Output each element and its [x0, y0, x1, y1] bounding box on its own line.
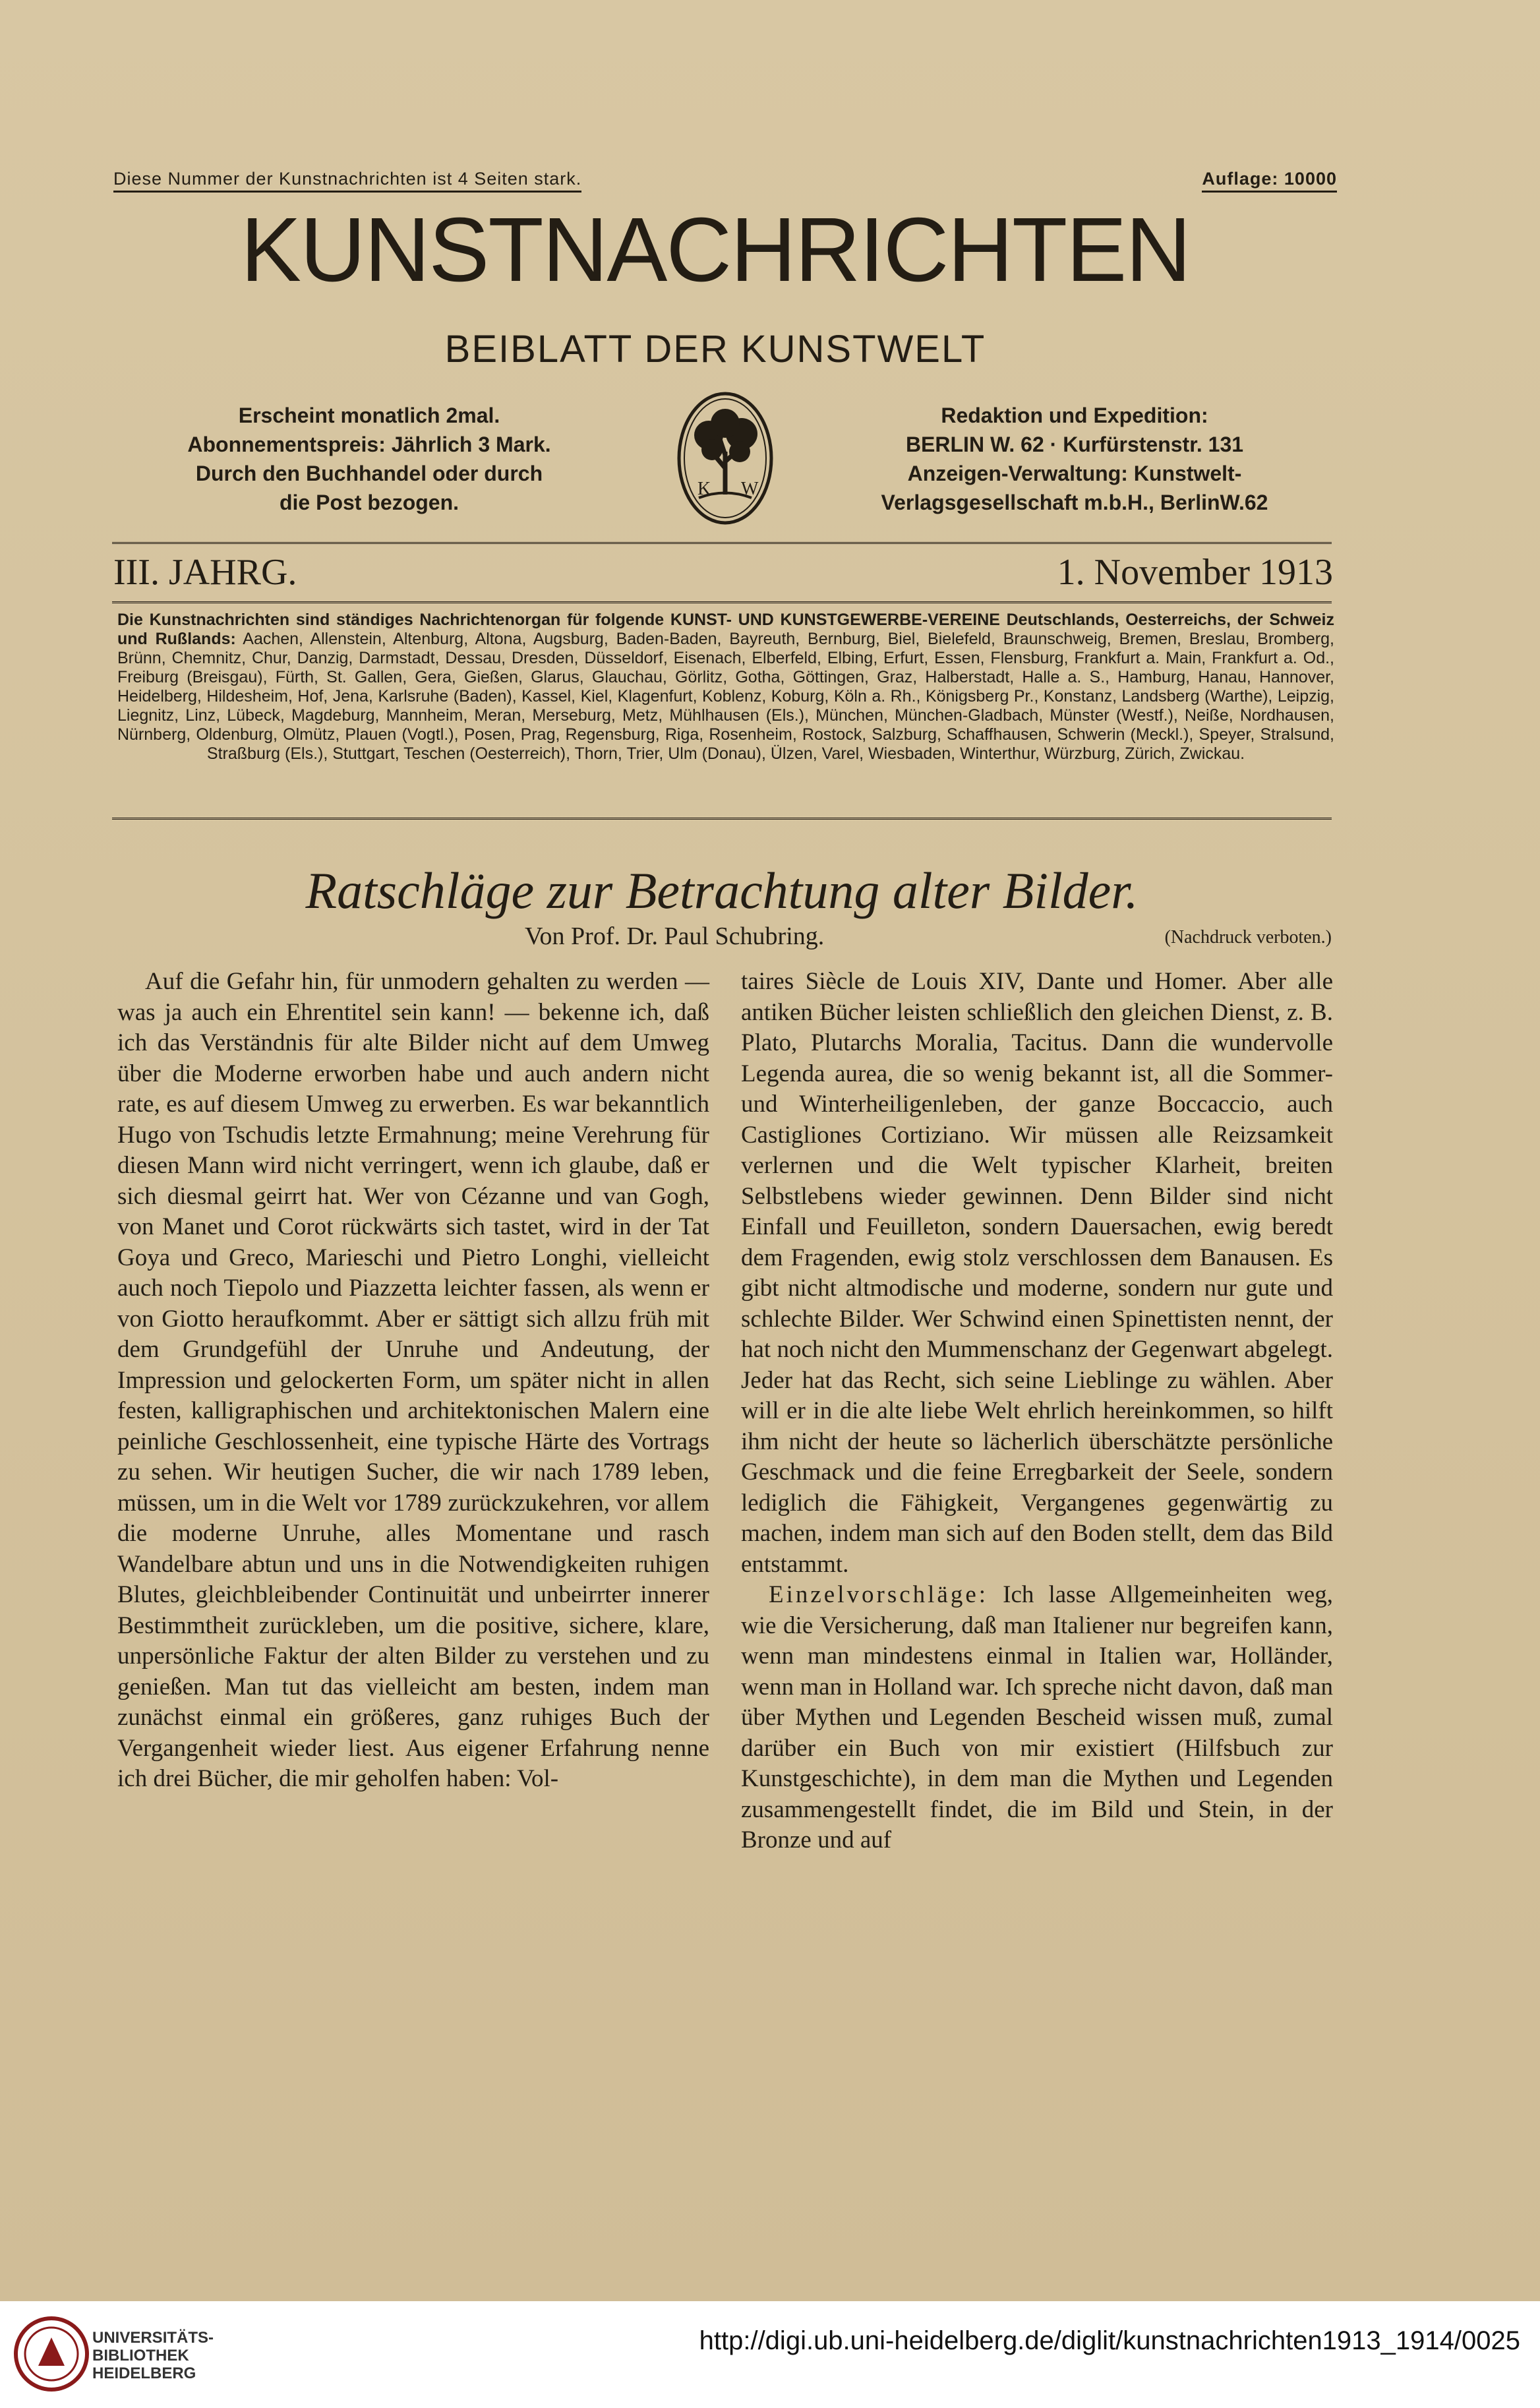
copyright-note: (Nachdruck verboten.): [1164, 927, 1332, 948]
library-line: BIBLIOTHEK: [92, 2347, 189, 2364]
university-seal-icon: [12, 2314, 91, 2393]
info-line: Anzeigen-Verwaltung: Kunstwelt-: [907, 462, 1242, 485]
masthead-subtitle: BEIBLATT DER KUNSTWELT: [444, 328, 986, 371]
divider-rule: [112, 542, 1332, 547]
issue-line: [113, 551, 1333, 597]
info-line: Abonnementspreis: Jährlich 3 Mark.: [187, 433, 551, 456]
article-paragraph: taires Siècle de Louis XIV, Dante und Homer. Aber alle antiken Bücher leisten schließlich den gleichen Dienst, z. B. Plato, Plutarchs Moralia, Tacitus. Dann die wundervolle Legenda aurea, die so wenig bekannt ist, all die Sommer- und Winterheiligenleben, der ganze Boccaccio, auch Castigliones Cortiziano. Wir müssen alle Reizsamkeit verlernen und die Welt typischer Klarheit, breiten Selbstlebens wieder gewinnen. Denn Bilder sind nicht Einfall und Feuilleton, sondern Dauersachen, ewig beredt dem Fragenden, ewig stolz verschlossen dem Banausen. Es gibt nicht altmodische und moderne, sondern nur gute und schlechte Bilder. Wer Schwind einen Spinettisten nennt, der hat noch nicht den Mummenschanz der Gegenwart abgelegt. Jeder hat das Recht, sich seine Lieblinge zu wählen. Aber will er in die alte liebe Welt ehrlich hereinkommen, so hilft ihm nicht der heute so lächerlich überschätzte persönliche Geschmack und die feine Erregbarkeit der Seele, sondern lediglich die Fähigkeit, Vergangenes gegenwärtig zu machen, indem man sich auf den Boden stellt, dem das Bild entstammt.: [741, 968, 1333, 1578]
divider-rule: [112, 818, 1332, 822]
issue-date: 1. November 1913: [1057, 552, 1333, 593]
section-lead: Einzelvorschläge:: [769, 1581, 989, 1608]
article-author: Von Prof. Dr. Paul Schubring.: [525, 922, 825, 950]
library-line: HEIDELBERG: [92, 2364, 196, 2382]
association-list: [117, 611, 1334, 764]
article-column-left: [117, 967, 709, 1795]
paragraph-text: Ich lasse Allgemeinheiten weg, wie die Versicherung, daß man Italiener nur begreifen kann, wenn man mindestens einmal in Italien war, Holländer, wenn man in Holland war. Ich spreche nicht davon, daß man über Mythen und Legenden Bescheid wissen muß, zumal darüber ein Buch von mir existiert (Hilfsbuch zur Kunstgeschichte), in dem man die Mythen und Legenden zusammengestellt findet, die im Bild und Stein, in der Bronze und auf: [741, 1581, 1334, 1853]
circulation-note: Auflage: 10000: [1202, 169, 1337, 193]
masthead-title: KUNSTNACHRICHTEN: [240, 199, 1191, 301]
info-line: Redaktion und Expedition:: [941, 404, 1208, 427]
editorial-info: [824, 401, 1325, 517]
volume-year: III. JAHRG.: [113, 552, 297, 593]
association-intro: Die Kunstnachrichten sind ständiges Nachrichtenorgan für folgende KUNST- UND KUNSTGEWERBE-VEREINE Deutschlands, Oesterreichs, der Schweiz und Rußlands:: [117, 611, 1334, 648]
digitization-footer: [0, 2301, 1540, 2408]
library-name: [92, 2329, 214, 2382]
article-column-right: [741, 967, 1333, 1856]
library-line: UNIVERSITÄTS-: [92, 2329, 214, 2347]
subscription-info: [119, 401, 620, 517]
article-paragraph: Auf die Gefahr hin, für unmodern gehalten zu werden — was ja auch ein Ehrentitel sein kann! — bekenne ich, daß ich das Verständnis für alte Bilder nicht auf dem Umweg über die Moderne erworben habe und auch andern nicht rate, es auf diesem Umweg zu erwerben. Es war bekanntlich Hugo von Tschudis letzte Ermahnung; meine Verehrung für diesen Mann wird nicht verringert, wenn ich glaube, daß er sich diesmal geirrt hat. Wer von Cézanne und van Gogh, von Manet und Corot rückwärts sich tastet, wird in der Tat Goya und Greco, Marieschi und Pietro Longhi, vielleicht auch noch Tiepolo und Piazzetta leichter fassen, als wenn er von Giotto heraufkommt. Aber er sättigt sich allzu früh mit dem Grundgefühl der Unruhe und Andeutung, der Impression und gelockerten Form, um später nicht in allen festen, kalligraphischen und architektonischen Malern eine peinliche Geschlossenheit, eine typische Härte des Vortrags zu sehen. Wir heutigen Sucher, die wir nach 1789 leben, müssen, um in die Welt vor 1789 zurückzukehren, vor allem die moderne Unruhe, alles Momentane und rasch Wandelbare abtun und uns in die Notwendigkeiten ruhigen Blutes, gleichbleibender Continuität und unbeirrter innerer Bestimmtheit zurückleben, um die positive, sichere, klare, unpersönliche Faktur der alten Bilder zu verstehen und zu genießen. Man tut das vielleicht am besten, indem man zunächst einmal ein größeres, ganz ruhiges Buch der Vergangenheit wieder liest. Aus eigener Erfahrung nenne ich drei Bücher, die mir geholfen haben: Vol-: [117, 968, 709, 1792]
info-line: die Post bezogen.: [279, 491, 459, 514]
article-paragraph: [741, 1580, 1333, 1856]
divider-rule: [112, 601, 1332, 606]
tree-logo-icon: [672, 389, 778, 527]
logo-letter-k: K: [697, 479, 711, 499]
logo-letter-w: W: [741, 479, 759, 499]
info-line: Verlagsgesellschaft m.b.H., BerlinW.62: [881, 491, 1268, 514]
article-title: Ratschläge zur Betrachtung alter Bilder.: [305, 862, 1139, 919]
info-line: Erscheint monatlich 2mal.: [238, 404, 500, 427]
top-note-line: [94, 169, 1337, 195]
article-byline-row: [112, 922, 1332, 955]
info-line: Durch den Buchhandel oder durch: [195, 462, 543, 485]
association-towns: Aachen, Allenstein, Altenburg, Altona, Augsburg, Baden-Baden, Bayreuth, Bernburg, Biel, Bielefeld, Braunschweig, Bremen, Breslau, Bromberg, Brünn, Chemnitz, Chur, Danzig, Darmstadt, Dessau, Dresden, Düsseldorf, Eisenach, Elberfeld, Elbing, Erfurt, Essen, Flensburg, Frankfurt a. Main, Frankfurt a. Od., Freiburg (Breisgau), Fürth, St. Gallen, Gera, Gießen, Glarus, Glauchau, Görlitz, Gotha, Göttingen, Graz, Halberstadt, Halle a. S., Hamburg, Hanau, Hannover, Heidelberg, Hildesheim, Hof, Jena, Karlsruhe (Baden), Kassel, Kiel, Klagenfurt, Koblenz, Koburg, Köln a. Rh., Königsberg Pr., Konstanz, Landsberg (Warthe), Leipzig, Liegnitz, Linz, Lübeck, Magdeburg, Mannheim, Meran, Merseburg, Metz, Mühlhausen (Els.), München, München-Gladbach, Münster (Westf.), Neiße, Nordhausen, Nürnberg, Oldenburg, Olmütz, Plauen (Vogtl.), Posen, Prag, Regensburg, Riga, Rosenheim, Rostock, Salzburg, Schaffhausen, Schwerin (Meckl.), Speyer, Stralsund, Straßburg (Els.), Stuttgart, Teschen (Oesterreich), Thorn, Trier, Ulm (Donau), Ülzen, Varel, Wiesbaden, Winterthur, Würzburg, Zürich, Zwickau.: [117, 630, 1334, 763]
pages-note: Diese Nummer der Kunstnachrichten ist 4 Seiten stark.: [113, 169, 581, 193]
source-url-link[interactable]: http://digi.ub.uni-heidelberg.de/diglit/kunstnachrichten1913_1914/0025: [699, 2326, 1520, 2355]
info-line: BERLIN W. 62 · Kurfürstenstr. 131: [905, 433, 1244, 456]
